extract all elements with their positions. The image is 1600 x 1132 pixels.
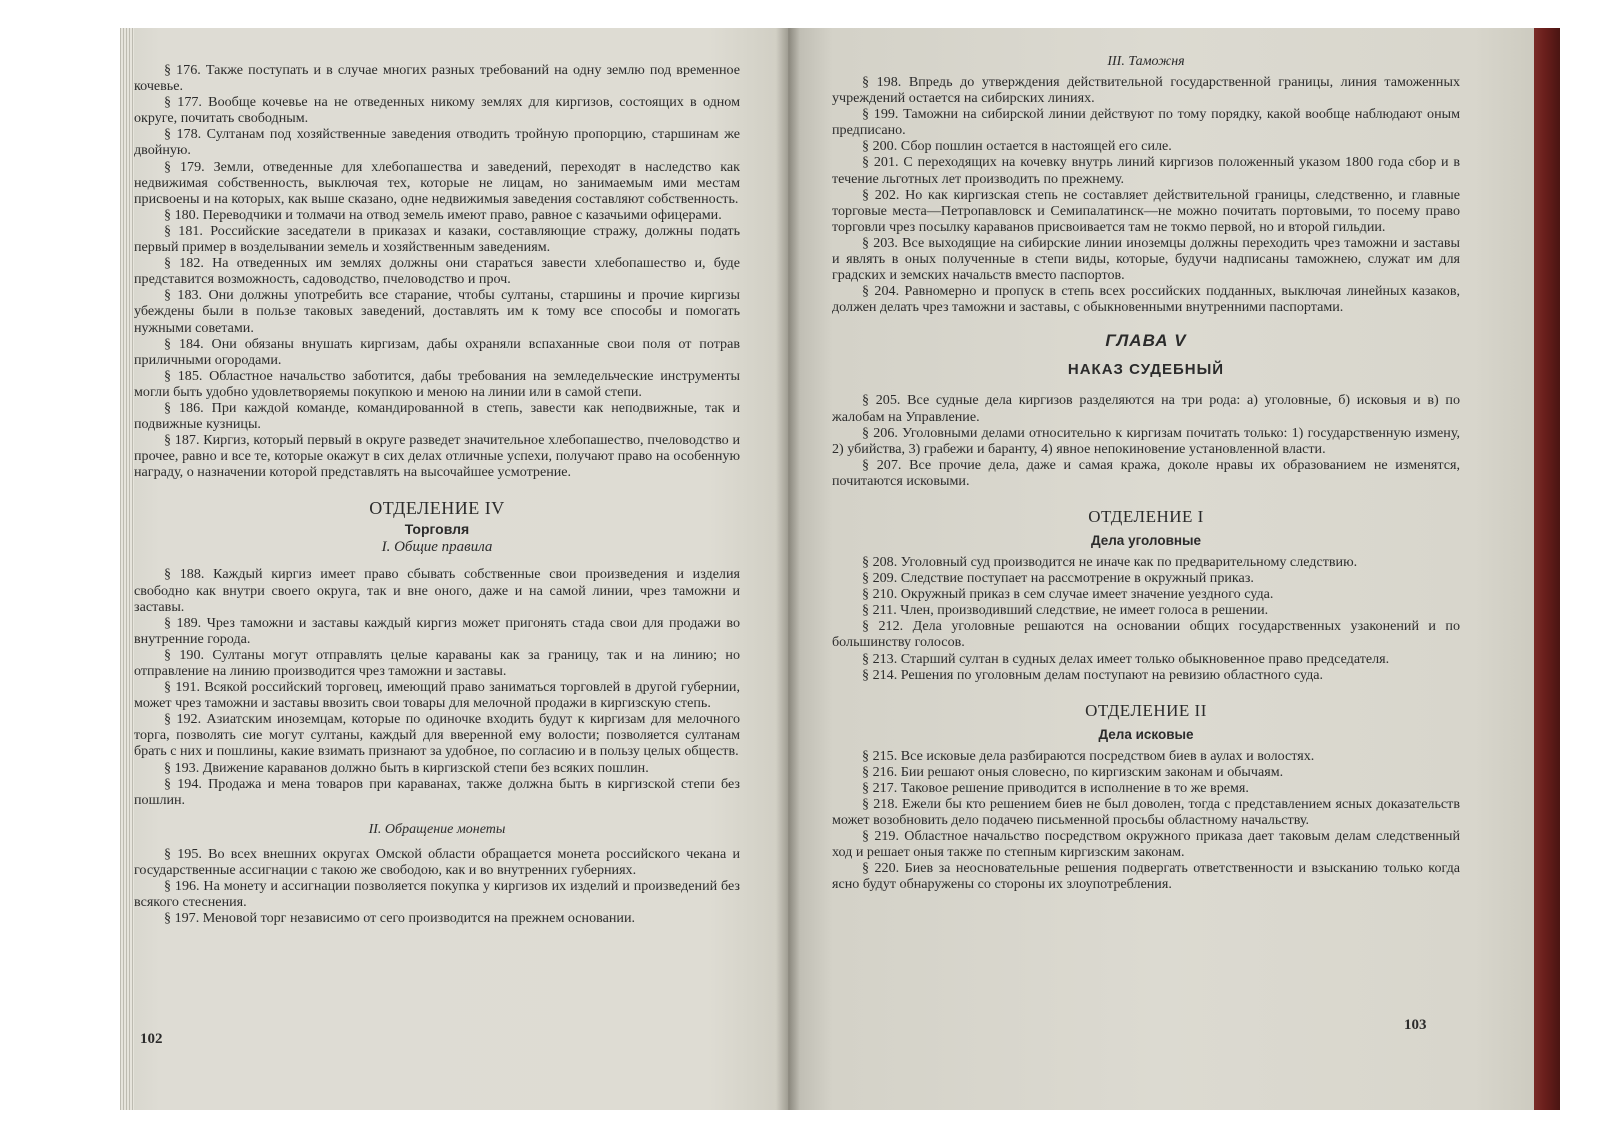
paragraph: § 191. Всякой российский торговец, имеющий право заниматься торговлей в другой губернии, может чрез таможни и заставы ввозить свои товары для мелочной продажи в киргизскую степь.: [134, 679, 740, 712]
paragraph: § 207. Все прочие дела, даже и самая кража, доколе нравы их образованием не изменятся, почитаются исковыми.: [832, 456, 1460, 489]
left-page: [120, 28, 788, 1110]
book-spine-edge: [1534, 28, 1560, 1110]
subsection-heading: I. Общие правила: [381, 539, 493, 556]
paragraph: § 178. Султанам под хозяйственные заведения отводить тройную пропорцию, старшинам же двойную.: [134, 126, 740, 159]
paragraph: § 214. Решения по уголовным делам поступают на ревизию областного суда.: [862, 666, 1324, 683]
subsection-heading: III. Таможня: [1107, 54, 1185, 69]
paragraph: § 196. На монету и ассигнации позволяется покупка у киргизов их изделий и произведений без всякого стеснения.: [134, 878, 740, 911]
paragraph: § 198. Впредь до утверждения действительной государственной границы, линия таможенных учреждений остается на сибирских линиях.: [832, 74, 1460, 107]
paragraph: § 195. Во всех внешних округах Омской области обращается монета российского чекана и государственные ассигнации с такою же свободою, как и во внутренних губерниях.: [134, 845, 740, 878]
paragraph: § 200. Сбор пошлин остается в настоящей его силе.: [862, 138, 1172, 155]
section-subtitle: Дела уголовные: [1090, 532, 1202, 548]
paragraph: § 185. Областное начальство заботится, дабы требования на земледельческие инструменты могли быть удобно удовлетворяемы покупкою и меною на линии или в самой степи.: [134, 367, 740, 400]
book-gutter: [776, 28, 800, 1110]
paragraph: § 208. Уголовный суд производится не иначе как по предварительному следствию.: [862, 553, 1358, 570]
paragraph: § 193. Движение караванов должно быть в киргизской степи без всяких пошлин.: [164, 759, 649, 776]
right-paras-c: [832, 554, 1460, 683]
paragraph: § 219. Областное начальство посредством окружного приказа дает таковым делам следственный ход и решает оныя также по степным киргизским законам.: [832, 828, 1460, 861]
paragraph: § 220. Биев за неосновательные решения подвергать ответственности и взысканию только когда ясно будут обнаружены со стороны их злоупотребления.: [832, 860, 1460, 893]
paragraph: § 217. Таковое решение приводится в исполнение в то же время.: [862, 779, 1249, 796]
paragraph: § 187. Киргиз, который первый в округе разведет значительное хлебопашество, пчеловодство и прочее, равно и все те, которые окажут в сих делах отличные успехи, получают право на особенную награду, о назначении которой представлять на высочайшее усмотрение.: [134, 432, 740, 481]
page-number-right: 103: [1404, 1017, 1427, 1033]
paragraph: § 192. Азиатским иноземцам, которые по одиночке входить будут к киргизам для мелочного торга, позволять сие могут султаны, каждый для вверенной ему волости; позволяется султанам брать с них и пошлины, какие взимать признают за удобное, по согласию и в пользу целых обществ.: [134, 711, 740, 760]
section-subtitle: Торговля: [404, 521, 470, 538]
chapter-subtitle: НАКАЗ СУДЕБНЫЙ: [1067, 361, 1225, 379]
right-paras-a: [832, 74, 1460, 315]
paragraph: § 204. Равномерно и пропуск в степь всех российских подданных, выключая линейных казаков, должен делать чрез таможни и заставы, с обыкновенными внутренними паспортами.: [832, 283, 1460, 316]
left-paras-a: [134, 62, 740, 480]
paragraph: § 184. Они обязаны внушать киргизам, дабы охраняли вспаханные свои поля от потрав приличными огородами.: [134, 335, 740, 368]
paragraph: § 206. Уголовными делами относительно к киргизам почитать только: 1) государственную измену, 2) убийства, 3) грабежи и баранту, 4) явное непокиновение установленной власти.: [832, 424, 1460, 457]
page-edge: [120, 28, 134, 1110]
paragraph: § 209. Следствие поступает на рассмотрение в окружный приказ.: [862, 570, 1254, 587]
chapter-title: ГЛАВА V: [1105, 331, 1187, 351]
paragraph: § 202. Но как киргизская степь не составляет действительной границы, следственно, и главные торговые места—Петропавловск и Семипалатинск—не можно почитать портовыми, то посему право торговли чрез посылку караванов присвоивается там не токмо первой, но и второй гильдии.: [832, 186, 1460, 235]
right-paras-b: [832, 392, 1460, 489]
left-paras-c: [134, 846, 740, 926]
paragraph: § 180. Переводчики и толмачи на отвод земель имеют право, равное с казачьими офицерами.: [164, 206, 722, 223]
section-title: ОТДЕЛЕНИЕ II: [1085, 700, 1207, 720]
left-page-text: [134, 62, 740, 926]
paragraph: § 210. Окружный приказ в сем случае имеет значение уездного суда.: [862, 586, 1274, 603]
right-paras-d: [832, 748, 1460, 893]
right-page: [788, 28, 1534, 1110]
paragraph: § 182. На отведенных им землях должны они стараться завести хлебопашество и, буде представится возможность, садоводство, пчеловодство и проч.: [134, 255, 740, 288]
left-paras-b: [134, 566, 740, 807]
subsection-heading: II. Обращение монеты: [368, 821, 506, 837]
paragraph: § 183. Они должны употребить все старание, чтобы султаны, старшины и прочие киргизы убеждены были в пользе таковых заведений, доставлять им к тому все способы и помогать нужными советами.: [134, 287, 740, 336]
paragraph: § 205. Все судные дела киргизов разделяются на три рода: а) уголовные, б) исковыя и в) по жалобам на Управление.: [832, 392, 1460, 425]
paragraph: § 218. Ежели бы кто решением биев не был доволен, тогда с представлением ясных доказательств может возобновить дело подачею письменной просьбы областному начальству.: [832, 796, 1460, 829]
paragraph: § 201. С переходящих на кочевку внутрь линий киргизов положенный указом 1800 года сбор и в течение льготных лет производить по прежнему.: [832, 154, 1460, 187]
book-spread: [120, 28, 1560, 1110]
paragraph: § 216. Бии решают оныя словесно, по киргизским законам и обычаям.: [862, 763, 1284, 780]
paragraph: § 177. Вообще кочевье на не отведенных никому землях для киргизов, состоящих в одном округе, почитать свободным.: [134, 94, 740, 127]
paragraph: § 213. Старший султан в судных делах имеет только обыкновенное право председателя.: [862, 650, 1390, 667]
paragraph: § 188. Каждый киргиз имеет право сбывать собственные свои произведения и изделия свободно как внутри своего округа, так и вне оного, даже и на самой линии, чрез таможни и заставы.: [134, 566, 740, 615]
paragraph: § 203. Все выходящие на сибирские линии иноземцы должны переходить чрез таможни и заставы и являть в оных полученные в степи виды, которые, будучи надписаны таможнею, служат им для градских и земских начальств вместо паспортов.: [832, 234, 1460, 284]
paragraph: § 176. Также поступать и в случае многих разных требований на одну землю под временное кочевье.: [134, 62, 740, 95]
paragraph: § 186. При каждой команде, командированной в степь, завести как неподвижные, так и подвижные кузницы.: [134, 399, 740, 433]
paragraph: § 181. Российские заседатели в приказах и казаки, составляющие стражу, должны подать первый пример в возделывании земель и хозяйственным заведениям.: [134, 222, 740, 256]
paragraph: § 179. Земли, отведенные для хлебопашества и заведений, переходят в наследство как недвижимая собственность, выключая тех, которые не лицам, но занимаемым ими местам присвоены и на которых, как выше сказано, одне недвижимыя заведения составляют собственность.: [134, 158, 740, 207]
section-title: ОТДЕЛЕНИЕ IV: [369, 498, 505, 519]
paragraph: § 211. Член, производивший следствие, не имеет голоса в решении.: [862, 602, 1269, 619]
paragraph: § 199. Таможни на сибирской линии действуют по тому порядку, какой вообще наблюдают оным предписано.: [832, 106, 1460, 139]
paragraph: § 212. Дела уголовные решаются на основании общих государственных узаконений и по большинству голосов.: [832, 618, 1460, 651]
paragraph: § 197. Меновой торг независимо от сего производится на прежнем основании.: [164, 910, 636, 927]
paragraph: § 194. Продажа и мена товаров при караванах, также должна быть в киргизской степи без пошлин.: [134, 775, 740, 808]
paragraph: § 215. Все исковые дела разбираются посредством биев в аулах и волостях.: [862, 747, 1315, 764]
section-subtitle: Дела исковые: [1098, 726, 1194, 742]
section-title: ОТДЕЛЕНИЕ I: [1088, 506, 1204, 526]
paragraph: § 190. Султаны могут отправлять целые караваны как за границу, так и на линию; но отправление на линию производится чрез таможни и заставы.: [134, 646, 740, 679]
page-number-left: 102: [140, 1031, 163, 1047]
paragraph: § 189. Чрез таможни и заставы каждый киргиз может пригонять стада свои для продажи во внутренние города.: [134, 614, 740, 647]
right-page-text: [832, 54, 1460, 893]
